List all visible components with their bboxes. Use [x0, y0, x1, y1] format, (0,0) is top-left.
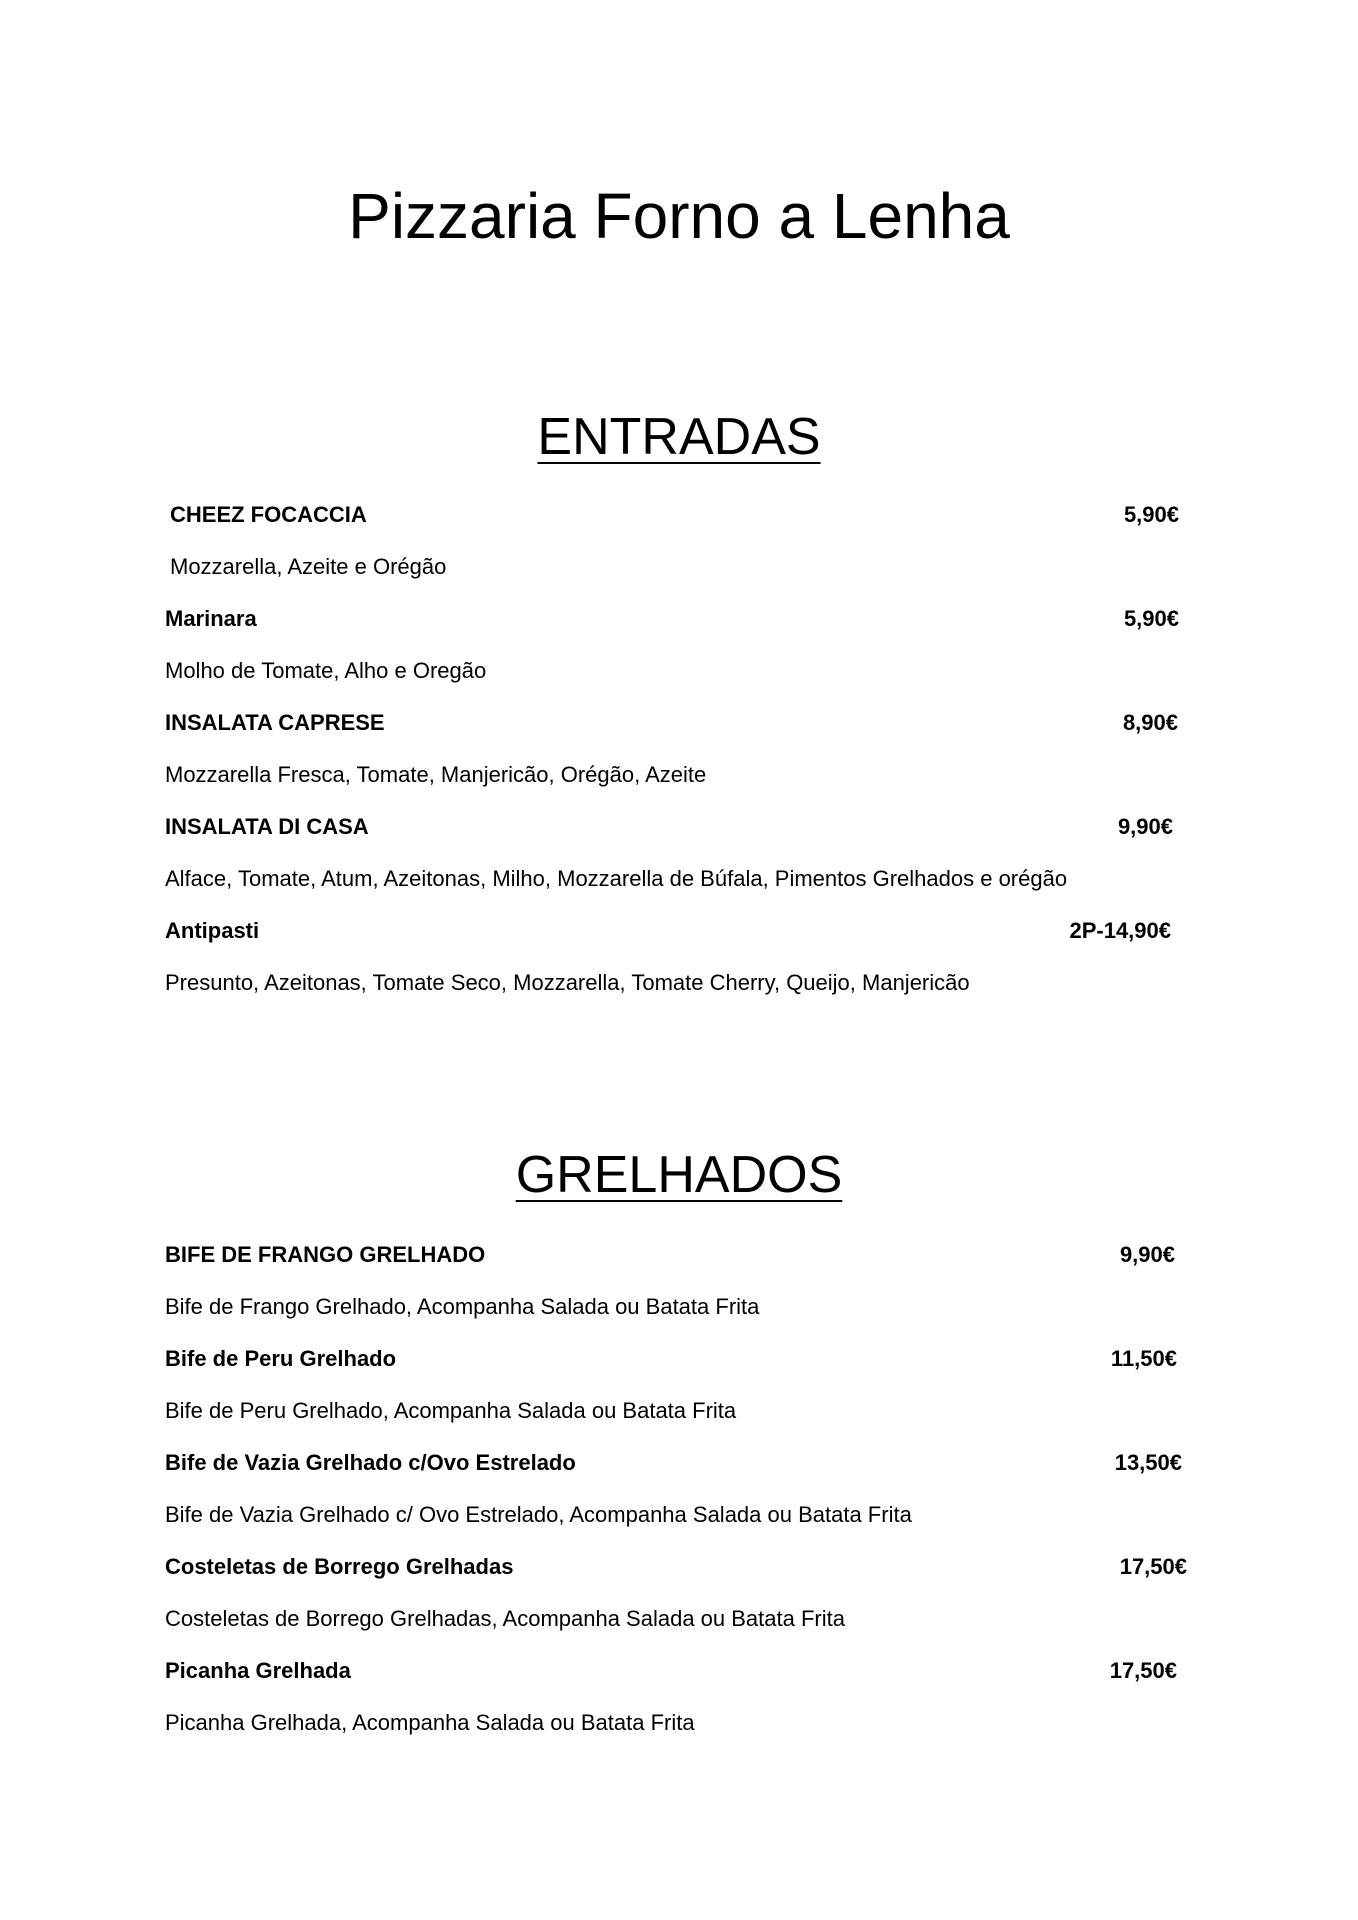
item-description: Alface, Tomate, Atum, Azeitonas, Milho, Mozzarella de Búfala, Pimentos Grelhados e orégão: [165, 866, 1068, 891]
item-name: INSALATA DI CASA: [165, 814, 369, 839]
item-description: Presunto, Azeitonas, Tomate Seco, Mozzarella, Tomate Cherry, Queijo, Manjericão: [165, 970, 970, 995]
menu-item: [165, 604, 1195, 708]
item-name: CHEEZ FOCACCIA: [170, 502, 367, 527]
item-price: 9,90€: [1117, 814, 1173, 839]
section-heading-label: ENTRADAS: [537, 408, 821, 466]
menu-item: [165, 1656, 1195, 1760]
menu-list-entradas: [165, 500, 1195, 1020]
item-price: 2P-14,90€: [1069, 918, 1171, 943]
section-heading-entradas: [0, 405, 1358, 469]
item-price: 8,90€: [1122, 710, 1178, 735]
item-name: INSALATA CAPRESE: [165, 710, 385, 735]
menu-item: [165, 1240, 1195, 1344]
section-heading-grelhados: [0, 1143, 1358, 1207]
item-description: Bife de Frango Grelhado, Acompanha Salada ou Batata Frita: [165, 1294, 760, 1319]
menu-item: [165, 1344, 1195, 1448]
item-price: 13,50€: [1114, 1450, 1182, 1475]
section-heading-label: GRELHADOS: [515, 1146, 843, 1204]
item-description: Picanha Grelhada, Acompanha Salada ou Batata Frita: [165, 1710, 695, 1735]
item-name: Picanha Grelhada: [165, 1658, 351, 1683]
item-name: Bife de Peru Grelhado: [165, 1346, 397, 1371]
item-price: 17,50€: [1109, 1658, 1177, 1683]
menu-list-grelhados: [165, 1240, 1195, 1760]
item-description: Molho de Tomate, Alho e Oregão: [165, 658, 487, 683]
menu-item: [165, 1448, 1195, 1552]
item-name: Bife de Vazia Grelhado c/Ovo Estrelado: [165, 1450, 576, 1475]
item-description: Bife de Vazia Grelhado c/ Ovo Estrelado, Acompanha Salada ou Batata Frita: [165, 1502, 912, 1527]
item-price: 11,50€: [1110, 1346, 1177, 1371]
page-title: Pizzaria Forno a Lenha: [348, 180, 1010, 252]
menu-item: [165, 812, 1195, 916]
item-name: Antipasti: [165, 918, 260, 943]
item-description: Bife de Peru Grelhado, Acompanha Salada ou Batata Frita: [165, 1398, 737, 1423]
item-price: 5,90€: [1123, 606, 1179, 631]
menu-item: [165, 916, 1195, 1020]
item-price: 9,90€: [1119, 1242, 1175, 1267]
item-price: 5,90€: [1123, 502, 1179, 527]
item-name: Marinara: [165, 606, 257, 631]
menu-item: [165, 708, 1195, 812]
item-price: 17,50€: [1119, 1554, 1187, 1579]
item-description: Mozzarella Fresca, Tomate, Manjericão, Orégão, Azeite: [165, 762, 707, 787]
menu-item: [165, 500, 1195, 604]
item-name: Costeletas de Borrego Grelhadas: [165, 1554, 514, 1579]
menu-item: [165, 1552, 1195, 1656]
item-description: Costeletas de Borrego Grelhadas, Acompanha Salada ou Batata Frita: [165, 1606, 845, 1631]
item-description: Mozzarella, Azeite e Orégão: [170, 554, 447, 579]
item-name: BIFE DE FRANGO GRELHADO: [165, 1242, 486, 1267]
